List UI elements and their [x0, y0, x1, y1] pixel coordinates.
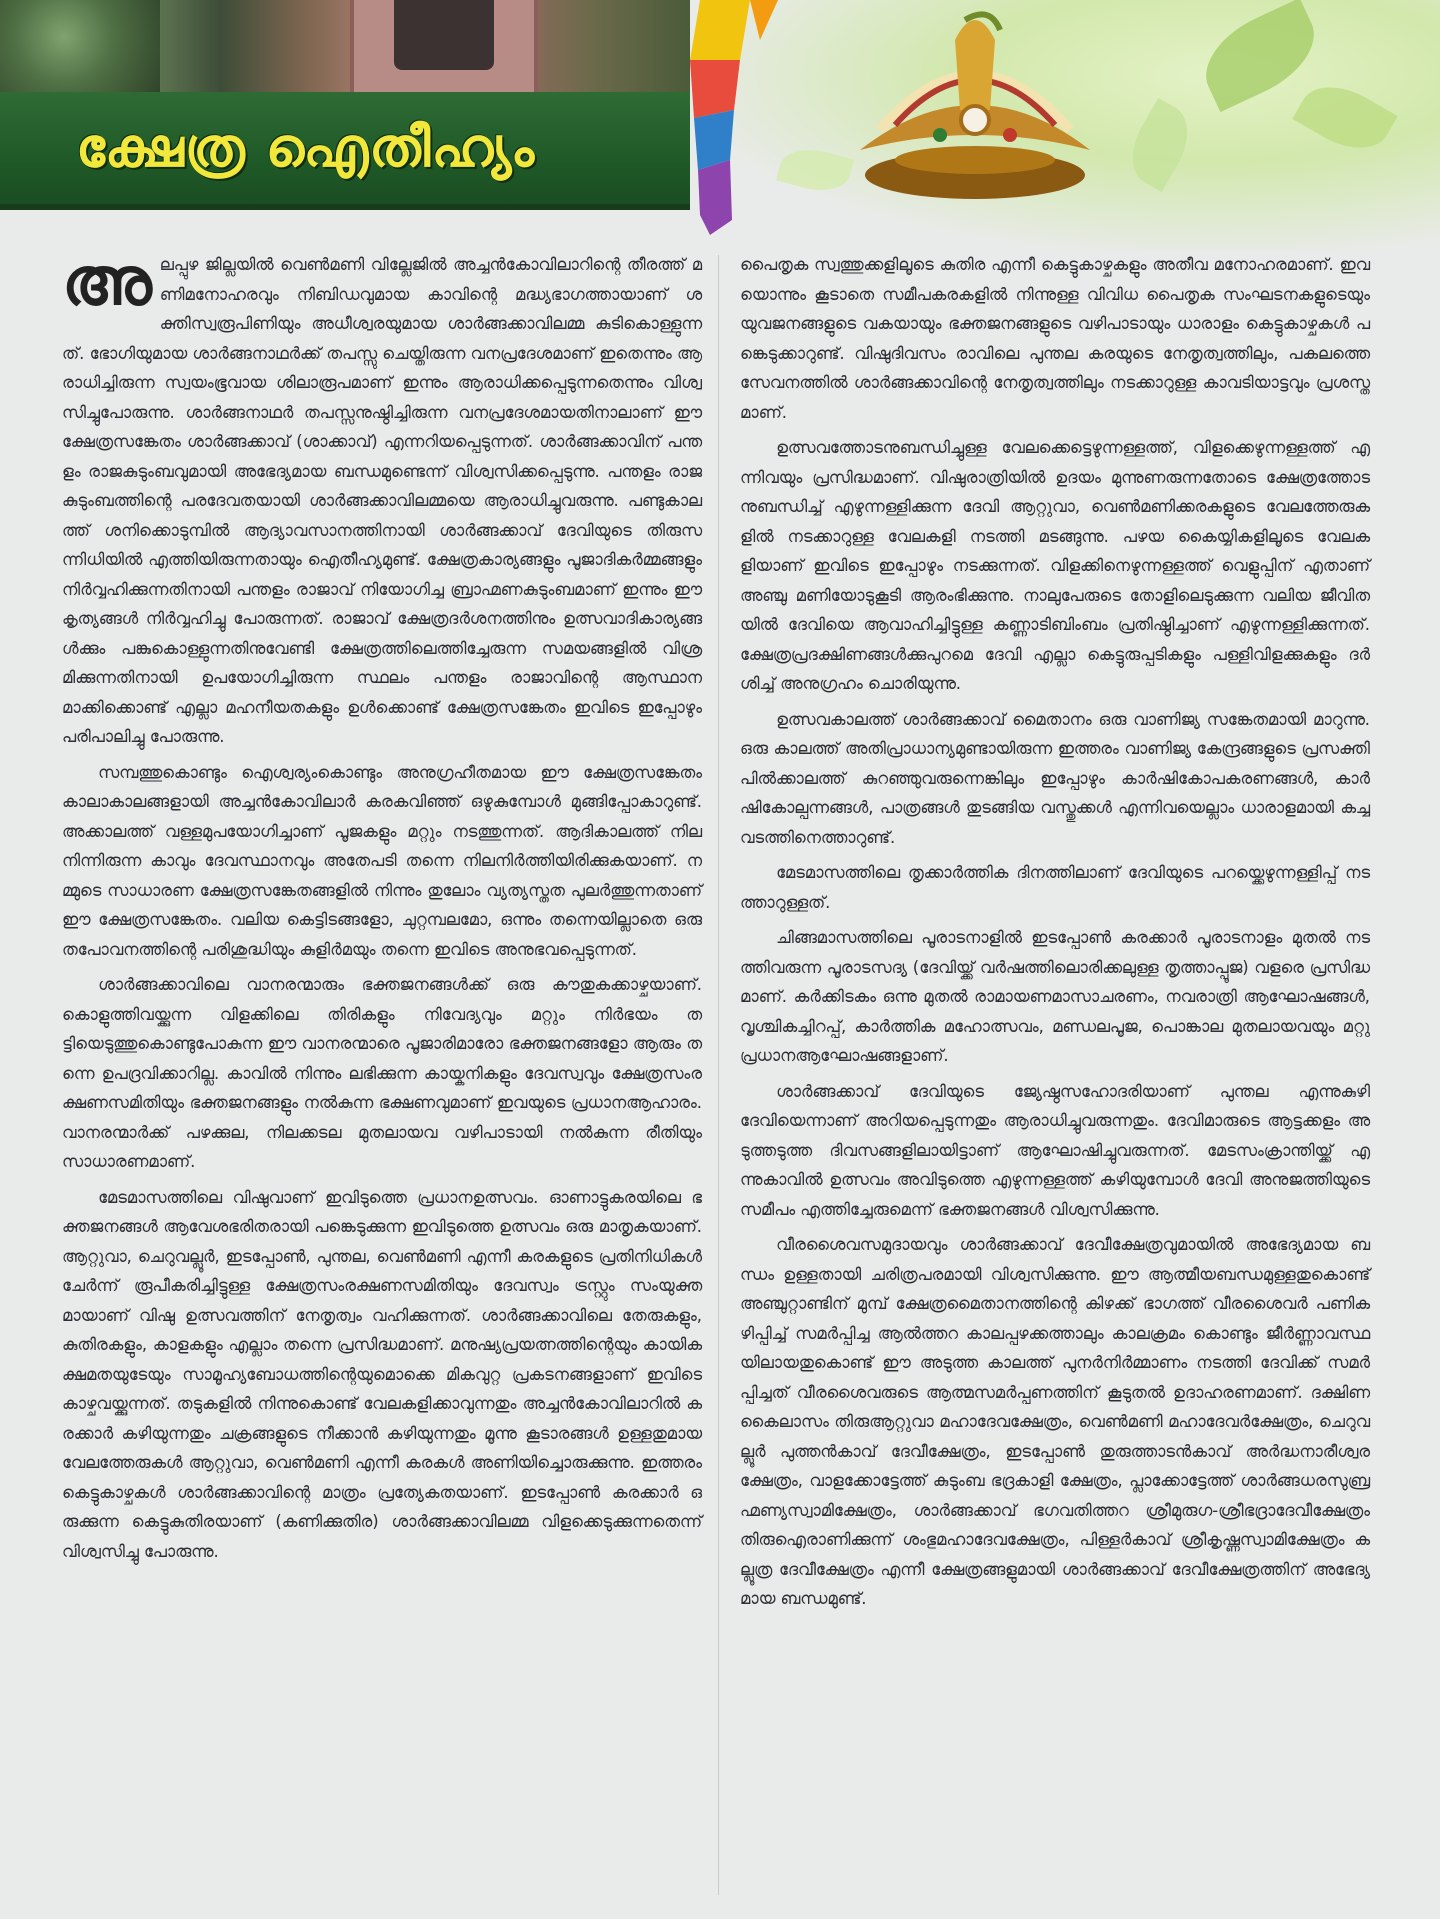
article-paragraph: മേടമാസത്തിലെ വിഷുവാണ് ഇവിടുത്തെ പ്രധാനഉത്സവം. ഓണാട്ടുകരയിലെ ഭക്തജനങ്ങൾ ആവേശഭരിതരായി പങ്കെടുക്കുന്ന ഇവിടുത്തെ ഉത്സവം ഒരു മാതൃകയാണ്. ആറ്റുവാ, ചെറുവല്ലൂർ, ഇടപ്പോൺ, പുന്തല, വെൺമണി എന്നീ കരകളുടെ പ്രതിനിധികൾ ചേർന്ന് രൂപീകരിച്ചിട്ടുള്ള ക്ഷേത്രസംരക്ഷണസമിതിയും ദേവസ്വം ട്രസ്റ്റും സംയുക്തമായാണ് വിഷു ഉത്സവത്തിന് നേതൃത്വം വഹിക്കുന്നത്. ശാർങ്ങക്കാവിലെ തേരുകളും, കുതിരകളും, കാളകളും എല്ലാം തന്നെ പ്രസിദ്ധമാണ്. മനുഷ്യപ്രയത്നത്തിന്റെയും കായിക ക്ഷമതയുടേയും സാമൂഹ്യബോധത്തിന്റെയുമൊക്കെ മികവുറ്റ പ്രകടനങ്ങളാണ് ഇവിടെ കാഴ്ചവയ്ക്കുന്നത്. തടുകളിൽ നിന്നുകൊണ്ട് വേലകളിക്കാവുന്നതും അച്ചൻകോവിലാറിൽ കരക്കാർ കഴിയുന്നതും ചക്രങ്ങളുടെ നീക്കാൻ കഴിയുന്നതും മൂന്നു കൂടാരങ്ങൾ ഉള്ളതുമായ വേലത്തേരുകൾ ആറ്റുവാ, വെൺമണി എന്നീ കരകൾ അണിയിച്ചൊരുക്കുന്നു. ഇത്തരം കെട്ടുകാഴ്ചകൾ ശാർങ്ങക്കാവിന്റെ മാത്രം പ്രത്യേകതയാണ്. ഇടപ്പോൺ കരക്കാർ ഒരുക്കുന്ന കെട്ടുകുതിരയാണ് (കണിക്കുതിര) ശാർങ്ങക്കാവിലമ്മ വിളക്കെടുക്കുന്നതെന്ന് വിശ്വസിച്ചു പോരുന്നു.: [62, 1187, 702, 1561]
article-left-column: [62, 243, 702, 1572]
article-right-column: [740, 250, 1370, 1620]
leaf-shape: [1292, 71, 1397, 164]
page-title: ക്ഷേത്ര ഐതീഹ്യം: [76, 116, 536, 179]
article-paragraph: വീരശൈവസമുദായവും ശാർങ്ങക്കാവ് ദേവീക്ഷേത്രവുമായിൽ അഭേദ്യമായ ബന്ധം ഉള്ളതായി ചരിത്രപരമായി വിശ്വസിക്കുന്നു. ഈ ആത്മീയബന്ധമുള്ളതുകൊണ്ട് അഞ്ചുറ്റാണ്ടിന് മുമ്പ് ക്ഷേത്രമൈതാനത്തിന്റെ കിഴക്ക് ഭാഗത്ത് വീരശൈവർ പണികഴിപ്പിച്ച് സമർപ്പിച്ച ആൽത്തറ കാലപ്പഴക്കത്താലും കാലക്രമം കൊണ്ടും ജീർണ്ണാവസ്ഥയിലായതുകൊണ്ട് ഈ അടുത്ത കാലത്ത് പുനർനിർമ്മാണം നടത്തി ദേവിക്ക് സമർപ്പിച്ചത് വീരശൈവരുടെ ആത്മസമർപ്പണത്തിന് കൂടുതൽ ഉദാഹരണമാണ്. ദക്ഷിണകൈലാസം തിരുആറ്റുവാ മഹാദേവക്ഷേത്രം, വെൺമണി മഹാദേവർക്ഷേത്രം, ചെറുവല്ലൂർ പുത്തൻകാവ് ദേവീക്ഷേത്രം, ഇടപ്പോൺ തുരുത്താടൻകാവ് അർദ്ധനാരീശ്വരക്ഷേത്രം, വാളക്കോട്ടേത്ത് കുടുംബ ഭദ്രകാളി ക്ഷേത്രം, പ്ലാക്കോട്ടേത്ത് ശാർങ്ങധരസുബ്രഹ്മണ്യസ്വാമിക്ഷേത്രം, ശാർങ്ങക്കാവ് ഭഗവതിത്തറ ശ്രീമുരുഗ-ശ്രീഭദ്രാദേവീക്ഷേത്രം തിരുഐരാണിക്കുന്ന് ശംഭുമഹാദേവക്ഷേത്രം, പിള്ളർകാവ് ശ്രീകൃഷ്ണസ്വാമിക്ഷേത്രം കല്ലൂത്ര ദേവീക്ഷേത്രം എന്നീ ക്ഷേത്രങ്ങളുമായി ശാർങ്ങക്കാവ് ദേവീക്ഷേത്രത്തിന് അഭേദ്യമായ ബന്ധമുണ്ട്.: [740, 1235, 1370, 1608]
temple-photo: [0, 0, 690, 92]
column-divider: [718, 255, 719, 1895]
crown-ornament-icon: [840, 0, 1110, 210]
tree-photo-region: [0, 0, 160, 92]
article-paragraph: ശാർങ്ങക്കാവിലെ വാനരന്മാരും ഭക്തജനങ്ങൾക്ക് ഒരു കൗതുകക്കാഴ്ചയാണ്. കൊളുത്തിവയ്ക്കുന്ന വിളക്കിലെ തിരികളും നിവേദ്യവും മറ്റും നിർഭയം തട്ടിയെടുത്തുകൊണ്ടുപോകുന്ന ഈ വാനരന്മാരെ പൂജാരിമാരോ ഭക്തജനങ്ങളോ ആരും തന്നെ ഉപദ്രവിക്കാറില്ല. കാവിൽ നിന്നും ലഭിക്കുന്ന കായ്കനികളും ദേവസ്വവും ക്ഷേത്രസംരക്ഷണസമിതിയും ഭക്തജനങ്ങളും നൽകുന്ന ഭക്ഷണവുമാണ് ഇവയുടെ പ്രധാനആഹാരം. വാനരന്മാർക്ക് പഴക്കുല, നിലക്കടല മുതലായവ വഴിപാടായി നൽകുന്ന രീതിയും സാധാരണമാണ്.: [62, 975, 702, 1171]
ribbon-decoration: [690, 0, 780, 240]
title-banner: [0, 92, 690, 210]
article-paragraph: പൈതൃക സ്വത്തുക്കളിലൂടെ കുതിര എന്നീ കെട്ടുകാഴ്ചകളും അതീവ മനോഹരമാണ്. ഇവയൊന്നും കൂടാതെ സമീപകരകളിൽ നിന്നുള്ള വിവിധ പൈതൃക സംഘടനകളുടെയും യുവജനങ്ങളുടെ വകയായും ഭക്തജനങ്ങളുടെ വഴിപാടായും ധാരാളം കെട്ടുകാഴ്ചകൾ പങ്കെടുക്കാറുണ്ട്. വിഷുദിവസം രാവിലെ പുന്തല കരയുടെ നേതൃത്വത്തിലും, പകലത്തെ സേവനത്തിൽ ശാർങ്ങക്കാവിന്റെ നേതൃത്വത്തിലും നടക്കാറുള്ള കാവടിയാട്ടവും പ്രശസ്തമാണ്.: [740, 255, 1370, 422]
article-paragraph: [62, 243, 702, 752]
article-paragraph: ചിങ്ങമാസത്തിലെ പൂരാടനാളിൽ ഇടപ്പോൺ കരക്കാർ പൂരാടനാളം മുതൽ നടത്തിവരുന്ന പൂരാടസദ്യ (ദേവിയ്ക്ക് വർഷത്തിലൊരിക്കലുള്ള തൃത്താപ്പൂജ) വളരെ പ്രസിദ്ധമാണ്. കർക്കിടകം ഒന്നു മുതൽ രാമായണമാസാചരണം, നവരാത്രി ആഘോഷങ്ങൾ, വൃശ്ചികച്ചിറപ്പ്, കാർത്തിക മഹോത്സവം, മണ്ഡലപൂജ, പൊങ്കാല മുതലായവയും മറ്റു പ്രധാനആഘോഷങ്ങളാണ്.: [740, 928, 1370, 1065]
article-paragraph: ശാർങ്ങക്കാവ് ദേവിയുടെ ജ്യേഷ്ഠസഹോദരിയാണ് പുന്തല എന്നുകുഴി ദേവിയെന്നാണ് അറിയപ്പെടുന്നതും ആരാധിച്ചുവരുന്നതും. ദേവിമാരുടെ ആട്ടക്കളം അടുത്തടുത്ത ദിവസങ്ങളിലായിട്ടാണ് ആഘോഷിച്ചുവരുന്നത്. മേടസംക്രാന്തിയ്ക്ക് എന്നുകാവിൽ ഉത്സവം അവിടുത്തെ എഴുന്നള്ളത്ത് കഴിയുമ്പോൾ ദേവി അനുജത്തിയുടെ സമീപം എത്തിച്ചേരുമെന്ന് ഭക്തജനങ്ങൾ വിശ്വസിക്കുന്നു.: [740, 1081, 1370, 1219]
article-paragraph: ഉത്സവത്തോടനുബന്ധിച്ചുള്ള വേലക്കെട്ടെഴുന്നള്ളത്ത്, വിളക്കെഴുന്നള്ളത്ത് എന്നിവയും പ്രസിദ്ധമാണ്. വിഷുരാത്രിയിൽ ഉദയം മുന്നുണരുന്നതോടെ ക്ഷേത്രത്തോടനുബന്ധിച്ച് എഴുന്നള്ളിക്കുന്ന ദേവി ആറ്റുവാ, വെൺമണിക്കരകളുടെ വേലത്തേരുകളിൽ നടക്കാറുള്ള വേലകളി നടത്തി മടങ്ങുന്നു. പഴയ കൈയ്യികളിലൂടെ വേലകളിയാണ് ഇവിടെ ഇപ്പോഴും നടക്കുന്നത്. വിളക്കിനെഴുന്നള്ളത്ത് വെളുപ്പിന് എതാണ് അഞ്ചു മണിയോടുകൂടി ആരംഭിക്കുന്നു. നാലുപേരുടെ തോളിലെടുക്കുന്ന വലിയ ജീവിതയിൽ ദേവിയെ ആവാഹിച്ചിട്ടുള്ള കണ്ണാടിബിംബം പ്രതിഷ്ഠിച്ചാണ് എഴുന്നള്ളിക്കുന്നത്. ക്ഷേത്രപ്രദക്ഷിണങ്ങൾക്കുപുറമെ ദേവി എല്ലാ കെട്ടുരുപ്പടികളും പള്ളിവിളക്കുകളും ദർശിച്ച് അനുഗ്രഹം ചൊരിയുന്നു.: [740, 438, 1370, 693]
temple-arch-photo-region: [350, 0, 538, 92]
paragraph-text: ലപ്പുഴ ജില്ലയിൽ വെൺമണി വില്ലേജിൽ അച്ചൻകോവിലാറിന്റെ തീരത്ത് മണിമനോഹരവും നിബിഡവുമായ കാവിന്റെ മദ്ധ്യഭാഗത്തായാണ് ശക്തിസ്വരൂപിണിയും അധീശ്വരയുമായ ശാർങ്ങക്കാവിലമ്മ കുടികൊള്ളുന്നത്. ഭോഗിയുമായ ശാർങ്ങനാഥർക്ക് തപസ്സു ചെയ്തിരുന്ന വനപ്രദേശമാണ് ഇതെന്നും ആരാധിച്ചിരുന്ന സ്വയംഭൂവായ ശിലാരൂപമാണ് ഇന്നും ആരാധിക്കപ്പെടുന്നതെന്നും വിശ്വസിച്ചുപോരുന്നു. ശാർങ്ങനാഥർ തപസ്സനുഷ്ഠിച്ചിരുന്ന വനപ്രദേശമായതിനാലാണ് ഈ ക്ഷേത്രസങ്കേതം ശാർങ്ങക്കാവ് (ശാക്കാവ്) എന്നറിയപ്പെടുന്നത്. ശാർങ്ങക്കാവിന് പന്തളം രാജകുടുംബവുമായി അഭേദ്യമായ ബന്ധമുണ്ടെന്ന് വിശ്വസിക്കപ്പെടുന്നു. പന്തളം രാജകുടുംബത്തിന്റെ പരദേവതയായി ശാർങ്ങക്കാവിലമ്മയെ ആരാധിച്ചുവരുന്നു. പണ്ടുകാലത്ത് ശനിക്കൊടുമ്പിൽ ആദ്യാവസാനത്തിനായി ശാർങ്ങക്കാവ് ദേവിയുടെ തിരുസന്നിധിയിൽ എത്തിയിരുന്നതായും ഐതീഹ്യമുണ്ട്. ക്ഷേത്രകാര്യങ്ങളും പൂജാദികർമ്മങ്ങളും നിർവ്വഹിക്കുന്നതിനായി പന്തളം രാജാവ് നിയോഗിച്ച ബ്രാഹ്മണകുടുംബമാണ് ഇന്നും ഈ കൃത്യങ്ങൾ നിർവ്വഹിച്ചു പോരുന്നത്. രാജാവ് ക്ഷേത്രദർശനത്തിനും ഉത്സവാദികാര്യങ്ങൾക്കും പങ്കുകൊള്ളുന്നതിനുവേണ്ടി ക്ഷേത്രത്തിലെത്തിച്ചേരുന്ന സമയങ്ങളിൽ വിശ്രമിക്കുന്നതിനായി ഉപയോഗിച്ചിരുന്ന സ്ഥലം പന്തളം രാജാവിന്റെ ആസ്ഥാനമാക്കിക്കൊണ്ട് എല്ലാ മഹനീയതകളും ഉൾക്കൊണ്ട് ക്ഷേത്രസങ്കേതം ഇവിടെ ഇപ്പോഴും പരിപാലിച്ചു പോരുന്നു.: [62, 255, 702, 746]
leaf-shape: [1118, 98, 1201, 192]
article-paragraph: ഉത്സവകാലത്ത് ശാർങ്ങക്കാവ് മൈതാനം ഒരു വാണിജ്യ സങ്കേതമായി മാറുന്നു. ഒരു കാലത്ത് അതിപ്രാധാന്യമുണ്ടായിരുന്ന ഇത്തരം വാണിജ്യ കേന്ദ്രങ്ങളുടെ പ്രസക്തി പിൽക്കാലത്ത് കുറഞ്ഞുവരുന്നെങ്കിലും ഇപ്പോഴും കാർഷികോപകരണങ്ങൾ, കാർഷികോല്പന്നങ്ങൾ, പാത്രങ്ങൾ തുടങ്ങിയ വസ്തുക്കൾ എന്നിവയെല്ലാം ധാരാളമായി കച്ചവടത്തിനെത്താറുണ്ട്.: [740, 709, 1370, 847]
article-paragraph: മേടമാസത്തിലെ തൃക്കാർത്തിക ദിനത്തിലാണ് ദേവിയുടെ പറയ്ക്കെഴുന്നള്ളിപ്പ് നടത്താറുള്ളത്.: [740, 863, 1370, 912]
article-paragraph: സമ്പത്തുകൊണ്ടും ഐശ്വര്യംകൊണ്ടും അനുഗ്രഹീതമായ ഈ ക്ഷേത്രസങ്കേതം കാലാകാലങ്ങളായി അച്ചൻകോവിലാർ കരകവിഞ്ഞ് ഒഴുകുമ്പോൾ മുങ്ങിപ്പോകാറുണ്ട്. അക്കാലത്ത് വള്ളമുപയോഗിച്ചാണ് പൂജകളും മറ്റും നടത്തുന്നത്. ആദികാലത്ത് നിലനിന്നിരുന്ന കാവും ദേവസ്ഥാനവും അതേപടി തന്നെ നിലനിർത്തിയിരിക്കുകയാണ്. നമ്മുടെ സാധാരണ ക്ഷേത്രസങ്കേതങ്ങളിൽ നിന്നും തുലോം വ്യത്യസ്തത പുലർത്തുന്നതാണ് ഈ ക്ഷേത്രസങ്കേതം. വലിയ കെട്ടിടങ്ങളോ, ചുറ്റമ്പലമോ, ഒന്നും തന്നെയില്ലാതെ ഒരു തപോവനത്തിന്റെ പരിശുദ്ധിയും കുളിർമയും തന്നെ ഇവിടെ അനുഭവപ്പെടുന്നത്.: [62, 762, 702, 959]
drop-cap: അ: [62, 243, 152, 320]
